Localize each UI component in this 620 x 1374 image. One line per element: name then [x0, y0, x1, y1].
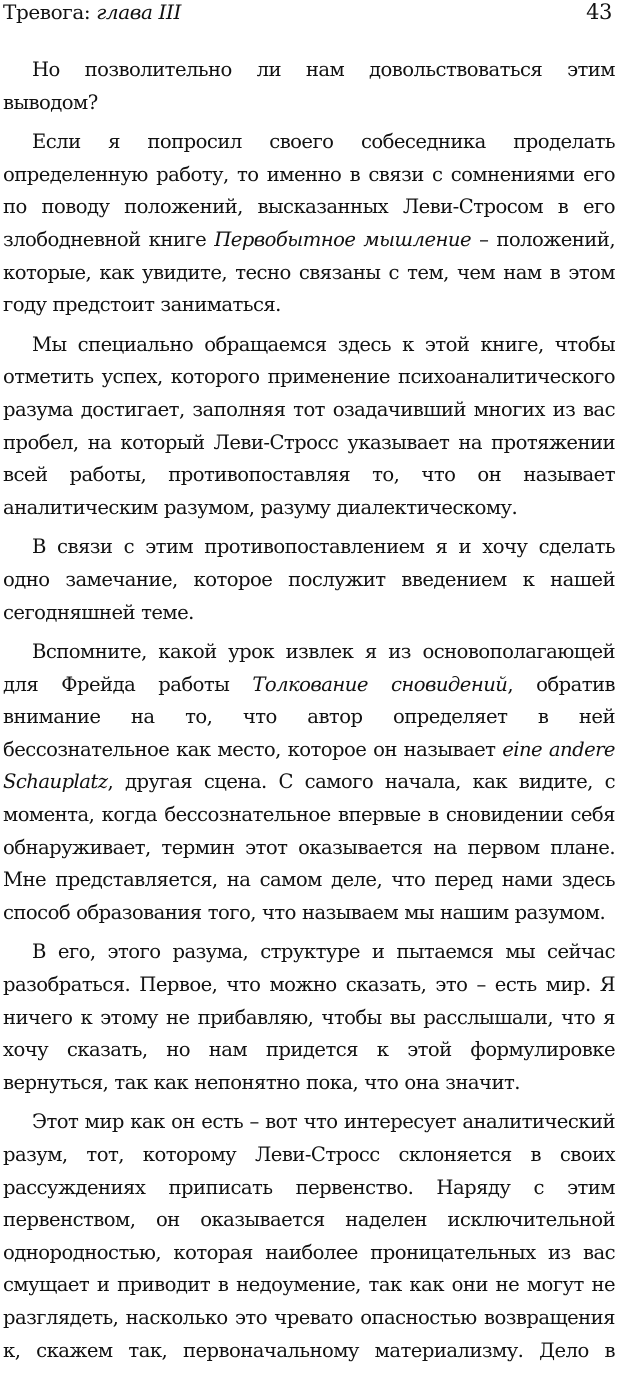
- paragraph-2: [3, 126, 615, 322]
- paragraph-6: В его, этого разума, структуре и пытаемся мы сейчас разобраться. Первое, что можно сказать, это – есть мир. Я ничего к этому не прибавляю, чтобы вы расслышали, что я хочу сказать, но нам придется к этой формулировке вернуться, так как непонятно пока, что она значит.: [3, 940, 615, 1094]
- book-title-primitive-thinking: Первобытное мышление: [214, 227, 471, 251]
- running-head-chapter: глава III: [96, 0, 181, 24]
- paragraph-7: Этот мир как он есть – вот что интересует аналитический разум, тот, которому Леви-Стросс склоняется в своих рассуждениях приписать первенство. Наряду с этим первенством, он оказывается наделен исключительной однородностью, которая наиболее проницательных из вас смущает и приводит в недоумение, так как они не могут не разглядеть, насколько это чревато опасностью возвращения к, скажем так, первоначальному материализму. Дело в: [3, 1110, 615, 1362]
- paragraph-5: [3, 636, 615, 929]
- paragraph-3: Мы специально обращаемся здесь к этой книге, чтобы отметить успех, которого применение психоаналитического разума достигает, заполняя тот озадачивший многих из вас пробел, на который Леви-Стросс указывает на протяжении всей работы, противопоставляя то, что он называет аналитическим разумом, разуму диалектическому.: [3, 332, 615, 519]
- german-term-another-scene: eine andere Schauplatz: [3, 737, 615, 794]
- running-head: [3, 0, 181, 24]
- book-title-interpretation-of-dreams: Толкование сновидений: [252, 672, 508, 696]
- running-head-title: Тревога:: [3, 0, 97, 24]
- page-header: [3, 0, 612, 34]
- paragraph-4: В связи с этим противопоставлением я и хочу сделать одно замечание, которое послужит введением к нашей сегодняшней теме.: [3, 535, 615, 624]
- paragraph-2-part-2: – положений, которые, как увидите, тесно связаны с тем, чем нам в этом году предстоит заниматься.: [3, 227, 615, 317]
- paragraph-1: Но позволительно ли нам довольствоваться этим выводом?: [3, 58, 615, 114]
- paragraph-5-part-2: , обратив внимание на то, что автор определяет в ней бессознательное как место, которое он называет: [3, 672, 616, 761]
- paragraph-5-part-3: , другая сцена. С самого начала, как видите, с момента, когда бессознательное впервые в сновидении себя обнаруживает, термин этот оказывается на первом плане. Мне представляется, на самом деле, что перед нами здесь способ образования того, что называем мы нашим разумом.: [3, 770, 615, 924]
- page-number: 43: [586, 0, 612, 24]
- body-text: [3, 54, 615, 1374]
- paragraph-2-part-1: Если я попросил своего собеседника проделать определенную работу, то именно в связи с сомнениями его по поводу положений, высказанных Леви-Стросом в его злободневной книге: [3, 130, 615, 251]
- paragraph-5-part-1: Вспомните, какой урок извлек я из основополагающей для Фрейда работы: [3, 640, 615, 696]
